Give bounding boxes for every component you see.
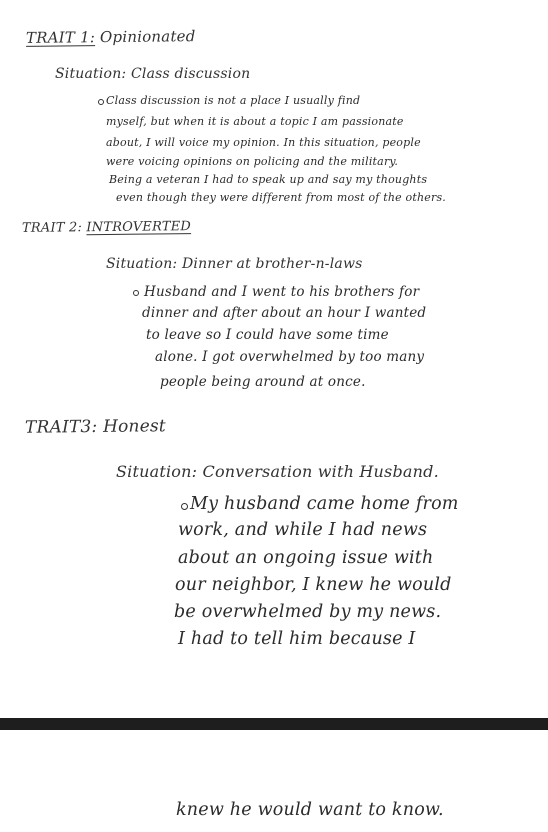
trait-3-label: TRAIT3:: [24, 416, 98, 438]
trait-3-heading: [25, 416, 166, 437]
trait-3-bullet: [181, 503, 188, 510]
continuation-line: knew he would want to know.: [176, 800, 444, 820]
trait-2-name: INTROVERTED: [86, 219, 192, 236]
trait-2-line-1: Husband and I went to his brothers for: [144, 284, 420, 300]
trait-2-line-2: dinner and after about an hour I wanted: [142, 305, 427, 321]
page-break-band: [0, 718, 548, 730]
trait-2-heading: [22, 219, 191, 236]
trait-1-heading: [26, 27, 196, 47]
trait-1-line-2: myself, but when it is about a topic I am passionate: [106, 115, 404, 128]
trait-1-line-4: were voicing opinions on policing and the military.: [106, 155, 399, 168]
trait-3-line-3: about an ongoing issue with: [178, 548, 434, 568]
trait-2-line-4: alone. I got overwhelmed by too many: [155, 349, 425, 365]
trait-3-line-4: our neighbor, I knew he would: [175, 575, 452, 595]
trait-1-situation: Situation: Class discussion: [55, 66, 251, 82]
trait-3-line-5: be overwhelmed by my news.: [174, 602, 442, 622]
trait-2-label: TRAIT 2:: [21, 220, 83, 236]
trait-2-bullet: [133, 290, 139, 296]
trait-1-name: Opinionated: [99, 27, 196, 47]
trait-2-situation: Situation: Dinner at brother-n-laws: [106, 256, 363, 272]
trait-1-line-1: Class discussion is not a place I usually find: [106, 94, 361, 107]
trait-2-line-5: people being around at once.: [160, 374, 366, 390]
trait-3-situation: Situation: Conversation with Husband.: [116, 462, 439, 481]
trait-3-line-6: I had to tell him because I: [178, 629, 416, 649]
trait-1-line-3: about, I will voice my opinion. In this situation, people: [106, 136, 421, 149]
trait-2-line-3: to leave so I could have some time: [146, 327, 389, 343]
trait-1-line-6: even though they were different from most of the others.: [116, 191, 446, 204]
trait-1-label: TRAIT 1:: [25, 28, 96, 47]
trait-1-line-5: Being a veteran I had to speak up and say my thoughts: [109, 173, 428, 186]
trait-1-bullet: [98, 99, 104, 105]
trait-3-line-1: My husband came home from: [190, 494, 459, 514]
trait-3-line-2: work, and while I had news: [178, 520, 428, 540]
trait-3-name: Honest: [102, 416, 166, 437]
